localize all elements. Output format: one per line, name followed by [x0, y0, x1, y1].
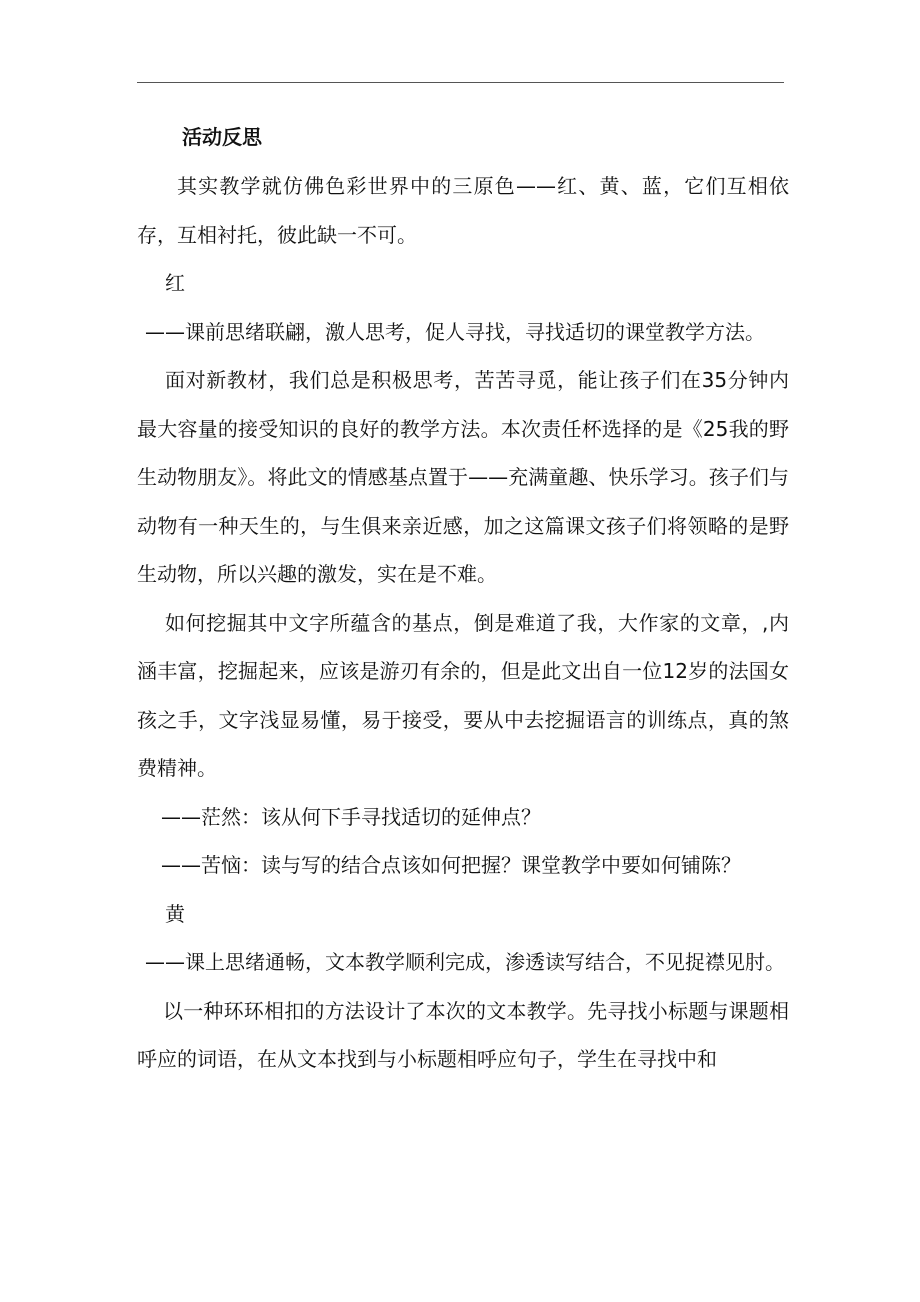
paragraph-new-textbook: 面对新教材，我们总是积极思考，苦苦寻觅，能让孩子们在35分钟内最大容量的接受知识的良好的教学方法。本次责任杯选择的是《25我的野生动物朋友》。将此文的情感基点置于——充满童趣、快乐学习。孩子们与动物有一种天生的，与生俱来亲近感，加之这篇课文孩子们将领略的是野生动物，所以兴趣的激发，实在是不难。: [137, 368, 789, 586]
paragraph-lesson-design: 以一种环环相扣的方法设计了本次的文本教学。先寻找小标题与课题相呼应的词语，在从文本找到与小标题相呼应句子，学生在寻找中和: [137, 998, 789, 1071]
paragraph-red-summary: ——课前思绪联翩，激人思考，促人寻找，寻找适切的课堂教学方法。: [145, 319, 765, 344]
paragraph-worried: ——苦恼：读与写的结合点该如何把握？课堂教学中要如何铺陈？: [161, 853, 741, 877]
paragraph-yellow-summary: ——课上思绪通畅，文本教学顺利完成，渗透读写结合，不见捉襟见肘。: [145, 950, 785, 974]
paragraph-mining-text: 如何挖掘其中文字所蕴含的基点，倒是难道了我，大作家的文章，,内涵丰富，挖掘起来，应该是游刃有余的，但是此文出自一位12岁的法国女孩之手，文字浅显易懂，易于接受，要从中去挖掘语言的训练点，真的煞费精神。: [137, 610, 789, 780]
paragraph-red-label: 红: [165, 271, 185, 295]
section-heading: 活动反思: [182, 125, 262, 149]
paragraph-intro: 其实教学就仿佛色彩世界中的三原色——红、黄、蓝，它们互相依存，互相衬托，彼此缺一不可。: [137, 174, 789, 247]
document-body: [137, 112, 789, 1084]
paragraph-yellow-label: 黄: [165, 901, 185, 926]
paragraph-confused: ——茫然：该从何下手寻找适切的延伸点？: [161, 804, 541, 829]
header-rule: [137, 82, 784, 83]
